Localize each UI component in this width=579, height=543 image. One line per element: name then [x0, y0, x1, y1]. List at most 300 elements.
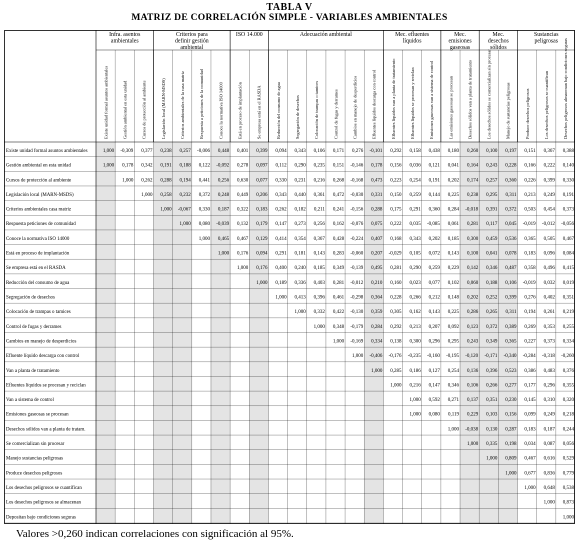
matrix-cell: 0,191: [562, 192, 574, 198]
matrix-cell: 0,229: [447, 266, 460, 272]
matrix-cell: 0,311: [505, 192, 517, 198]
matrix-cell: 0,291: [275, 251, 287, 257]
matrix-cell: 0,178: [371, 163, 383, 169]
matrix-cell: 0,260: [466, 148, 479, 154]
matrix-cell: -0,340: [503, 354, 517, 360]
matrix-cell: 0,202: [466, 295, 479, 301]
matrix-cell: 1,000: [351, 354, 364, 360]
matrix-cell: 0,254: [447, 368, 460, 374]
matrix-cell: -0,030: [350, 192, 364, 198]
matrix-cell: 0,467: [237, 236, 249, 242]
matrix-cell: 0,266: [486, 383, 498, 389]
matrix-cell: 0,354: [294, 236, 306, 242]
row-label: Gestión ambiental en esta unidad: [6, 163, 71, 169]
matrix-cell: 0,677: [524, 471, 536, 477]
matrix-cell: 0,094: [256, 251, 268, 257]
matrix-cell: 0,166: [524, 163, 536, 169]
matrix-cell: 0,032: [543, 280, 555, 286]
column-label: Control de fugas y derrames: [333, 89, 339, 139]
matrix-cell: 0,467: [524, 456, 536, 462]
matrix-cell: 0,171: [332, 148, 345, 154]
matrix-cell: 0,158: [409, 148, 421, 154]
matrix-cell: -0,006: [197, 148, 210, 154]
matrix-cell: 0,402: [543, 295, 555, 301]
group-header: Mec. desechos sólidos: [487, 32, 509, 51]
matrix-cell: 0,164: [466, 163, 479, 169]
matrix-cell: 0,238: [466, 192, 479, 198]
matrix-cell: 0,290: [409, 266, 421, 272]
column-label: Existe unidad formal asuntos ambientales: [103, 65, 109, 139]
matrix-cell: 0,310: [543, 398, 555, 404]
footnote: Valores >0,260 indican correlaciones con significación al 95%.: [16, 528, 294, 540]
matrix-cell: 0,156: [505, 412, 517, 418]
matrix-cell: 0,206: [256, 192, 268, 198]
matrix-cell: 0,257: [486, 178, 498, 184]
matrix-cell: 0,343: [294, 148, 306, 154]
matrix-cell: 0,218: [562, 412, 574, 418]
matrix-cell: 0,400: [275, 266, 287, 272]
matrix-cell: 0,473: [371, 178, 383, 184]
matrix-cell: 0,148: [447, 295, 460, 301]
matrix-cell: 0,283: [332, 251, 345, 257]
matrix-cell: 0,176: [237, 251, 249, 257]
row-label: Van a planta de tratamiento: [6, 368, 60, 374]
matrix-cell: -0,139: [350, 266, 364, 272]
matrix-cell: 0,288: [371, 207, 383, 213]
matrix-cell: 1,000: [313, 324, 325, 330]
matrix-cell: 0,281: [466, 222, 479, 228]
matrix-cell: 0,284: [371, 324, 383, 330]
matrix-cell: -0,019: [522, 222, 536, 228]
matrix-cell: 0,106: [505, 280, 517, 286]
matrix-cell: 0,019: [562, 280, 574, 286]
matrix-cell: -0,309: [120, 148, 134, 154]
matrix-cell: 0,616: [543, 456, 555, 462]
row-label: Van a sistema de control: [6, 398, 54, 404]
matrix-cell: 0,231: [294, 178, 306, 184]
matrix-cell: 1,000: [275, 295, 287, 301]
row-label: Existe unidad formal asuntos ambientales: [6, 148, 88, 154]
matrix-cell: -0,298: [350, 295, 364, 301]
matrix-cell: 0,216: [313, 178, 325, 184]
matrix-cell: 1,000: [179, 222, 191, 228]
matrix-cell: 0,144: [428, 192, 440, 198]
matrix-cell: 0,180: [447, 148, 460, 154]
matrix-cell: 0,162: [409, 310, 421, 316]
matrix-cell: 0,809: [505, 456, 517, 462]
matrix-cell: 0,389: [505, 324, 517, 330]
matrix-cell: 0,080: [198, 222, 210, 228]
matrix-cell: 0,271: [447, 398, 460, 404]
matrix-cell: 0,258: [160, 192, 172, 198]
matrix-cell: 0,174: [466, 178, 479, 184]
matrix-cell: 0,106: [466, 383, 479, 389]
matrix-cell: 0,183: [524, 427, 536, 433]
group-header: Criterios para definir gestión ambiental: [174, 32, 209, 51]
matrix-cell: 1,000: [256, 280, 268, 286]
matrix-cell: 0,448: [217, 148, 230, 154]
matrix-cell: 0,467: [562, 236, 574, 242]
matrix-cell: 0,278: [237, 163, 249, 169]
matrix-cell: 0,175: [390, 207, 402, 213]
matrix-cell: 0,292: [390, 148, 402, 154]
matrix-cell: 0,226: [524, 178, 536, 184]
matrix-cell: 0,276: [351, 148, 364, 154]
matrix-cell: 0,035: [409, 222, 421, 228]
matrix-cell: 0,034: [524, 442, 536, 448]
matrix-cell: 0,330: [275, 178, 287, 184]
matrix-cell: 0,210: [371, 280, 383, 286]
matrix-cell: 0,077: [256, 178, 268, 184]
matrix-cell: 0,061: [447, 222, 460, 228]
row-label: Legislación local (MARN-MSDS): [6, 192, 74, 198]
matrix-cell: 1,000: [160, 207, 172, 213]
matrix-cell: 0,483: [543, 368, 555, 374]
matrix-cell: 0,349: [332, 266, 345, 272]
matrix-cell: 0,186: [409, 368, 421, 374]
matrix-cell: 1,000: [141, 192, 153, 198]
matrix-cell: 0,441: [198, 178, 210, 184]
matrix-cell: 0,351: [486, 398, 498, 404]
matrix-cell: 0,413: [294, 295, 306, 301]
matrix-cell: 0,461: [332, 295, 345, 301]
matrix-cell: 0,262: [275, 207, 287, 213]
matrix-cell: 0,075: [371, 222, 383, 228]
matrix-cell: 0,281: [390, 266, 402, 272]
matrix-cell: 0,505: [543, 236, 555, 242]
column-label: Los desechos sólidos se comercializan sin procesar: [486, 49, 492, 139]
column-label: Gestión ambiental en esta unidad: [122, 80, 128, 139]
matrix-cell: 0,121: [428, 163, 440, 169]
matrix-cell: 0,361: [313, 192, 325, 198]
matrix-cell: 0,334: [562, 339, 574, 345]
matrix-cell: 0,372: [486, 324, 498, 330]
matrix-cell: 0,243: [466, 339, 479, 345]
matrix-cell: 0,259: [428, 266, 440, 272]
matrix-cell: -0,176: [388, 354, 402, 360]
matrix-cell: 0,256: [313, 222, 325, 228]
matrix-cell: 0,207: [371, 251, 383, 257]
column-label: Efluentes líquidos se procesan y reciclan: [409, 67, 415, 139]
matrix-cell: 0,207: [428, 324, 440, 330]
matrix-cell: 0,496: [543, 266, 555, 272]
matrix-cell: 0,358: [524, 266, 536, 272]
matrix-cell: 0,156: [390, 163, 402, 169]
matrix-cell: 0,143: [428, 310, 440, 316]
matrix-cell: -0,224: [350, 236, 364, 242]
matrix-cell: 0,873: [562, 500, 574, 506]
column-label: Respuesta a peticiones de la comunidad: [199, 69, 205, 139]
row-label: Colocación de trampas o tamices: [6, 310, 71, 316]
matrix-cell: 0,147: [428, 383, 440, 389]
matrix-cell: 0,106: [313, 148, 325, 154]
matrix-cell: 0,100: [466, 251, 479, 257]
matrix-cell: 0,346: [486, 266, 498, 272]
matrix-cell: 0,151: [524, 148, 536, 154]
matrix-cell: 0,454: [543, 207, 555, 213]
matrix-cell: 0,211: [313, 207, 325, 213]
matrix-cell: 0,102: [447, 280, 460, 286]
matrix-cell: 0,459: [486, 236, 498, 242]
matrix-cell: 0,187: [217, 207, 230, 213]
matrix-cell: 0,225: [447, 192, 460, 198]
matrix-cell: 0,099: [524, 412, 536, 418]
row-label: Produce desechos peligrosos: [6, 471, 63, 477]
matrix-cell: 0,119: [447, 412, 460, 418]
matrix-cell: 0,268: [332, 178, 345, 184]
matrix-cell: -0,160: [426, 354, 440, 360]
matrix-cell: -0,318: [541, 354, 555, 360]
matrix-cell: 1,000: [371, 368, 383, 374]
matrix-cell: 0,388: [562, 148, 574, 154]
matrix-cell: 0,292: [390, 324, 402, 330]
matrix-cell: 0,123: [466, 324, 479, 330]
row-label: Manejo sustancias peligrosas: [6, 456, 64, 462]
matrix-cell: -0,060: [350, 251, 364, 257]
matrix-cell: 0,365: [524, 236, 536, 242]
row-label: Conoce la normativa ISO 14000: [6, 236, 70, 242]
matrix-cell: 0,132: [237, 222, 249, 228]
matrix-cell: 0,630: [237, 178, 249, 184]
matrix-cell: 0,360: [428, 207, 440, 213]
matrix-cell: 0,143: [313, 251, 325, 257]
matrix-svg: [4, 30, 575, 524]
matrix-cell: 1,000: [198, 236, 210, 242]
group-header: Sustancias peligrosas: [534, 32, 559, 45]
matrix-cell: 0,281: [332, 280, 345, 286]
matrix-cell: -0,029: [388, 251, 402, 257]
matrix-cell: 0,228: [505, 163, 517, 169]
matrix-cell: 0,259: [409, 192, 421, 198]
group-header: Mec. emisiones gaseosas: [448, 32, 472, 51]
matrix-cell: -0,012: [541, 222, 555, 228]
matrix-cell: 0,168: [390, 236, 402, 242]
row-label: Se empresa está en el RASDA: [6, 266, 66, 272]
matrix-cell: 0,342: [141, 163, 153, 169]
matrix-cell: 0,212: [428, 295, 440, 301]
matrix-cell: 1,000: [409, 412, 421, 418]
matrix-cell: 0,284: [447, 207, 460, 213]
row-label: Desechos sólidos van a planta de tratam.: [6, 427, 86, 433]
matrix-cell: 0,150: [390, 192, 402, 198]
group-header: Infra. asentos ambientales: [109, 32, 141, 45]
matrix-cell: 0,045: [505, 222, 517, 228]
matrix-cell: 0,276: [524, 295, 536, 301]
row-label: Los desechos peligrosos se almacenan: [6, 500, 81, 506]
matrix-cell: 0,084: [562, 251, 574, 257]
matrix-cell: 0,023: [409, 280, 421, 286]
matrix-cell: -0,146: [350, 163, 364, 169]
matrix-cell: 0,376: [562, 368, 574, 374]
matrix-cell: 0,060: [466, 280, 479, 286]
column-label: Está en proceso de implantación: [237, 82, 243, 139]
matrix-cell: 0,529: [562, 456, 574, 462]
matrix-cell: -0,019: [522, 280, 536, 286]
matrix-cell: 0,295: [447, 339, 460, 345]
column-label: Legislación local (MARN-MSDS): [160, 78, 166, 139]
matrix-cell: 0,407: [371, 236, 383, 242]
matrix-cell: -0,038: [465, 427, 479, 433]
matrix-cell: 0,202: [447, 178, 460, 184]
column-label: Criterios ambientales de la casa matriz: [180, 71, 186, 139]
matrix-cell: 0,078: [505, 251, 517, 257]
matrix-cell: -0,406: [369, 354, 383, 360]
matrix-cell: 0,346: [447, 383, 460, 389]
matrix-cell: -0,092: [216, 163, 230, 169]
matrix-cell: 0,290: [294, 163, 306, 169]
matrix-cell: -0,179: [350, 324, 364, 330]
matrix-cell: 0,136: [466, 368, 479, 374]
matrix-cell: 0,334: [371, 339, 383, 345]
matrix-cell: 0,256: [217, 178, 230, 184]
matrix-cell: 1,000: [217, 251, 230, 257]
matrix-cell: 0,262: [141, 178, 153, 184]
matrix-cell: 0,465: [217, 236, 230, 242]
matrix-cell: 0,041: [447, 163, 460, 169]
matrix-cell: 0,182: [294, 207, 306, 213]
matrix-cell: 0,222: [390, 222, 402, 228]
matrix-cell: 0,320: [562, 398, 574, 404]
matrix-cell: -0,169: [350, 339, 364, 345]
matrix-cell: 0,257: [179, 148, 191, 154]
matrix-cell: 0,396: [313, 295, 325, 301]
matrix-cell: 0,372: [505, 207, 517, 213]
matrix-cell: 0,336: [294, 280, 306, 286]
matrix-cell: -0,056: [561, 222, 574, 228]
matrix-cell: 0,343: [409, 236, 421, 242]
matrix-cell: 0,355: [562, 383, 574, 389]
matrix-cell: 0,438: [428, 148, 440, 154]
matrix-cell: 0,213: [524, 192, 536, 198]
matrix-cell: 0,232: [179, 192, 191, 198]
matrix-cell: 0,286: [466, 310, 479, 316]
matrix-cell: 0,248: [217, 192, 230, 198]
matrix-cell: 0,536: [505, 236, 517, 242]
matrix-cell: 0,187: [543, 427, 555, 433]
column-label: Colocación de trampas o tamices: [314, 80, 320, 139]
matrix-cell: 0,194: [179, 178, 191, 184]
row-label: Control de fugas y derrames: [6, 324, 62, 330]
matrix-cell: 1,000: [466, 442, 479, 448]
matrix-cell: 0,305: [390, 310, 402, 316]
matrix-cell: -0,012: [350, 280, 364, 286]
matrix-cell: 0,160: [390, 280, 402, 286]
matrix-cell: 0,386: [524, 368, 536, 374]
row-label: Está en proceso de implantación: [6, 251, 70, 257]
matrix-cell: 0,244: [562, 427, 574, 433]
matrix-cell: 0,222: [543, 163, 555, 169]
matrix-cell: 0,225: [447, 310, 460, 316]
matrix-cell: -0,085: [426, 222, 440, 228]
matrix-cell: -0,284: [522, 354, 536, 360]
matrix-cell: 0,129: [256, 236, 268, 242]
matrix-cell: 0,373: [543, 339, 555, 345]
matrix-cell: 0,261: [543, 310, 555, 316]
matrix-cell: 0,249: [543, 412, 555, 418]
matrix-cell: 0,183: [524, 251, 536, 257]
matrix-cell: 0,331: [371, 192, 383, 198]
matrix-cell: 0,335: [486, 442, 498, 448]
matrix-cell: 0,273: [294, 222, 306, 228]
matrix-cell: 0,399: [505, 295, 517, 301]
matrix-cell: 0,287: [505, 427, 517, 433]
matrix-cell: 0,094: [275, 148, 287, 154]
row-label: Se comercializan sin procesar: [6, 442, 65, 448]
matrix-cell: 0,198: [505, 442, 517, 448]
matrix-cell: 0,252: [486, 295, 498, 301]
matrix-cell: 0,255: [562, 324, 574, 330]
matrix-cell: 0,403: [313, 280, 325, 286]
matrix-cell: 0,223: [390, 178, 402, 184]
column-label: Conoce la normativa ISO 14000: [218, 82, 224, 139]
matrix-cell: 0,238: [160, 148, 172, 154]
matrix-cell: 1,000: [390, 383, 402, 389]
matrix-cell: 0,143: [447, 251, 460, 257]
matrix-cell: 0,097: [256, 163, 268, 169]
column-label: Efluentes líquidos descarga con control: [371, 69, 377, 139]
column-label: Desechos sólidos van a planta de tratamiento: [467, 59, 473, 139]
matrix-cell: -0,067: [177, 207, 191, 213]
matrix-cell: 0,296: [543, 383, 555, 389]
matrix-cell: 0,219: [562, 310, 574, 316]
matrix-cell: 1,000: [237, 266, 249, 272]
matrix-cell: 1,000: [409, 398, 421, 404]
matrix-cell: -0,171: [484, 354, 498, 360]
column-label: Las emisiones gaseosas se procesan: [448, 76, 454, 139]
matrix-cell: 0,372: [198, 192, 210, 198]
matrix-cell: 0,235: [313, 163, 325, 169]
matrix-cell: -0,101: [369, 148, 383, 154]
table-title: TABLA V: [266, 2, 313, 13]
matrix-cell: 0,266: [409, 295, 421, 301]
matrix-cell: 0,300: [409, 339, 421, 345]
matrix-cell: 0,295: [486, 192, 498, 198]
matrix-cell: 0,779: [562, 471, 574, 477]
matrix-cell: -0,130: [350, 310, 364, 316]
matrix-cell: -0,156: [350, 207, 364, 213]
matrix-cell: 0,197: [505, 148, 517, 154]
matrix-cell: 0,112: [275, 163, 287, 169]
matrix-cell: 1,000: [294, 310, 306, 316]
matrix-cell: 0,343: [275, 192, 287, 198]
matrix-cell: 0,243: [486, 163, 498, 169]
matrix-cell: 1,000: [122, 178, 134, 184]
matrix-cell: 0,072: [428, 251, 440, 257]
matrix-cell: 0,495: [371, 266, 383, 272]
row-label: Los desechos peligrosos se cuantifican: [6, 486, 82, 492]
matrix-cell: 0,538: [562, 486, 574, 492]
matrix-cell: 0,291: [409, 207, 421, 213]
matrix-cell: 0,241: [332, 207, 345, 213]
matrix-cell: 0,130: [486, 427, 498, 433]
matrix-cell: 1,000: [524, 486, 536, 492]
matrix-cell: -0,120: [465, 354, 479, 360]
group-header: Mec. efluentes líquidos: [395, 32, 430, 45]
matrix-cell: -0,018: [465, 207, 479, 213]
matrix-cell: 0,191: [160, 163, 172, 169]
matrix-cell: 0,162: [332, 222, 345, 228]
matrix-cell: 0,415: [562, 266, 574, 272]
matrix-cell: 0,399: [543, 178, 555, 184]
matrix-cell: 0,349: [486, 339, 498, 345]
column-label: Los desechos peligrosos se cuantifican: [544, 70, 550, 139]
matrix-cell: 0,041: [486, 251, 498, 257]
matrix-cell: 0,249: [543, 192, 555, 198]
matrix-cell: -0,195: [446, 354, 460, 360]
matrix-cell: 0,428: [332, 236, 345, 242]
matrix-cell: 0,330: [562, 178, 574, 184]
matrix-cell: 0,332: [313, 310, 325, 316]
